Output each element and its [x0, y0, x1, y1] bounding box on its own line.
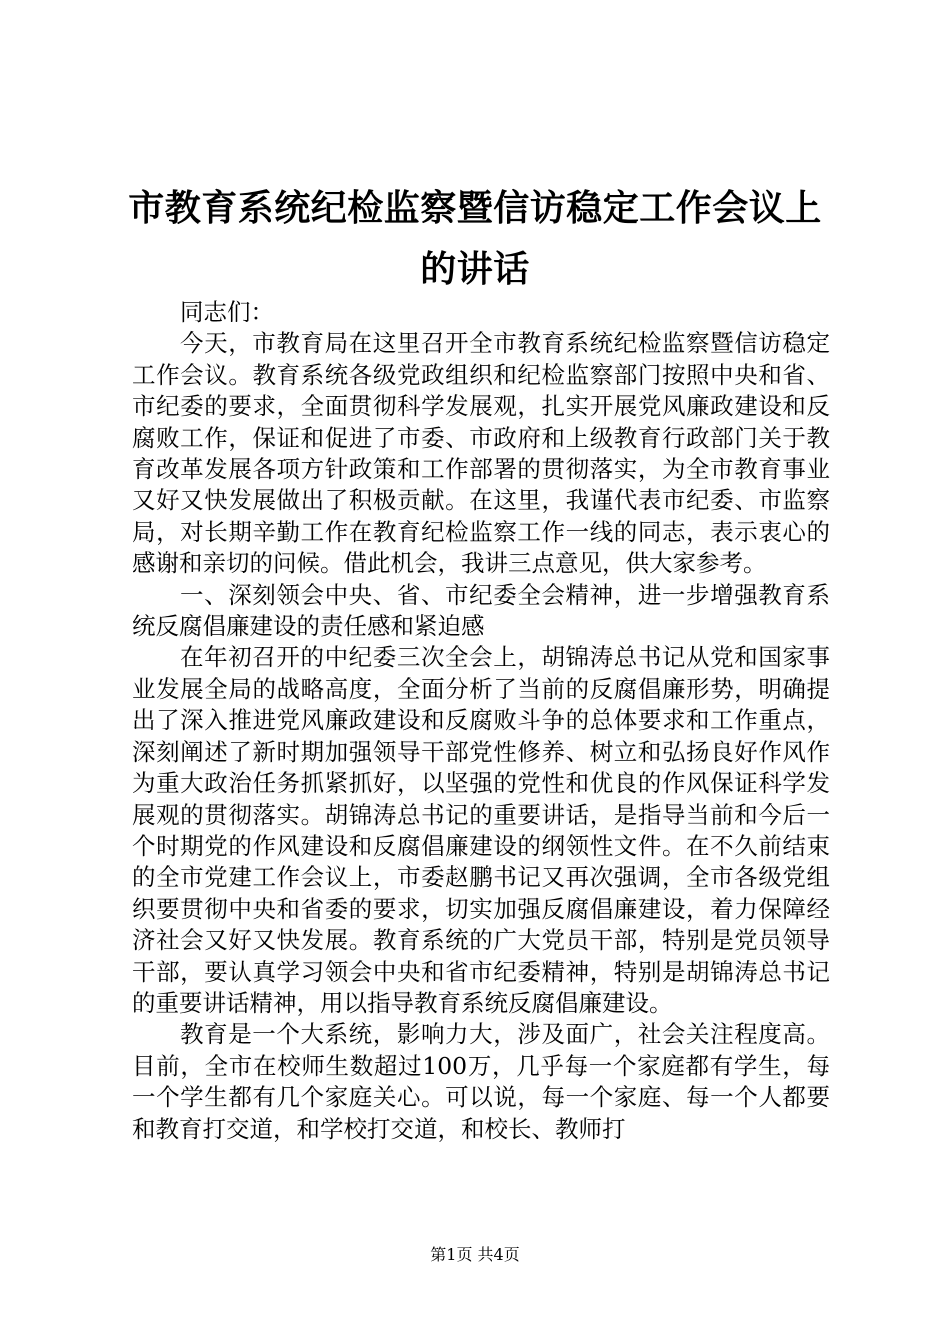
paragraph-opening: 今天，市教育局在这里召开全市教育系统纪检监察暨信访稳定工作会议。教育系统各级党政组织和纪检监察部门按照中央和省、市纪委的要求，全面贯彻科学发展观，扎实开展党风廉政建设和反腐败工作，保证和促进了市委、市政府和上级教育行政部门关于教育改革发展各项方针政策和工作部署的贯彻落实，为全市教育事业又好又快发展做出了积极贡献。在这里，我谨代表市纪委、市监察局，对长期辛勤工作在教育纪检监察工作一线的同志，表示衷心的感谢和亲切的问候。借此机会，我讲三点意见，供大家参考。	[132, 329, 830, 578]
document-body	[132, 297, 830, 1145]
page-number: 第1页 共4页	[430, 1245, 520, 1264]
paragraph-body-2: 教育是一个大系统，影响力大，涉及面广，社会关注程度高。目前，全市在校师生数超过100万，几乎每一个家庭都有学生，每一个学生都有几个家庭关心。可以说，每一个家庭、每一个人都要和教育打交道，和学校打交道，和校长、教师打	[132, 1020, 830, 1143]
section-heading-1: 一、深刻领会中央、省、市纪委全会精神，进一步增强教育系统反腐倡廉建设的责任感和紧迫感	[132, 580, 830, 641]
document-title: 市教育系统纪检监察暨信访稳定工作会议上的讲话	[128, 187, 822, 290]
salutation: 同志们：	[180, 298, 274, 326]
paragraph-body-1: 在年初召开的中纪委三次全会上，胡锦涛总书记从党和国家事业发展全局的战略高度，全面分析了当前的反腐倡廉形势，明确提出了深入推进党风廉政建设和反腐败斗争的总体要求和工作重点，深刻阐述了新时期加强领导干部党性修养、树立和弘扬良好作风作为重大政治任务抓紧抓好，以坚强的党性和优良的作风保证科学发展观的贯彻落实。胡锦涛总书记的重要讲话，是指导当前和今后一个时期党的作风建设和反腐倡廉建设的纲领性文件。在不久前结束的全市党建工作会议上，市委赵鹏书记又再次强调，全市各级党组织要贯彻中央和省委的要求，切实加强反腐倡廉建设，着力保障经济社会又好又快发展。教育系统的广大党员干部，特别是党员领导干部，要认真学习领会中央和省市纪委精神，特别是胡锦涛总书记的重要讲话精神，用以指导教育系统反腐倡廉建设。	[132, 643, 830, 1017]
